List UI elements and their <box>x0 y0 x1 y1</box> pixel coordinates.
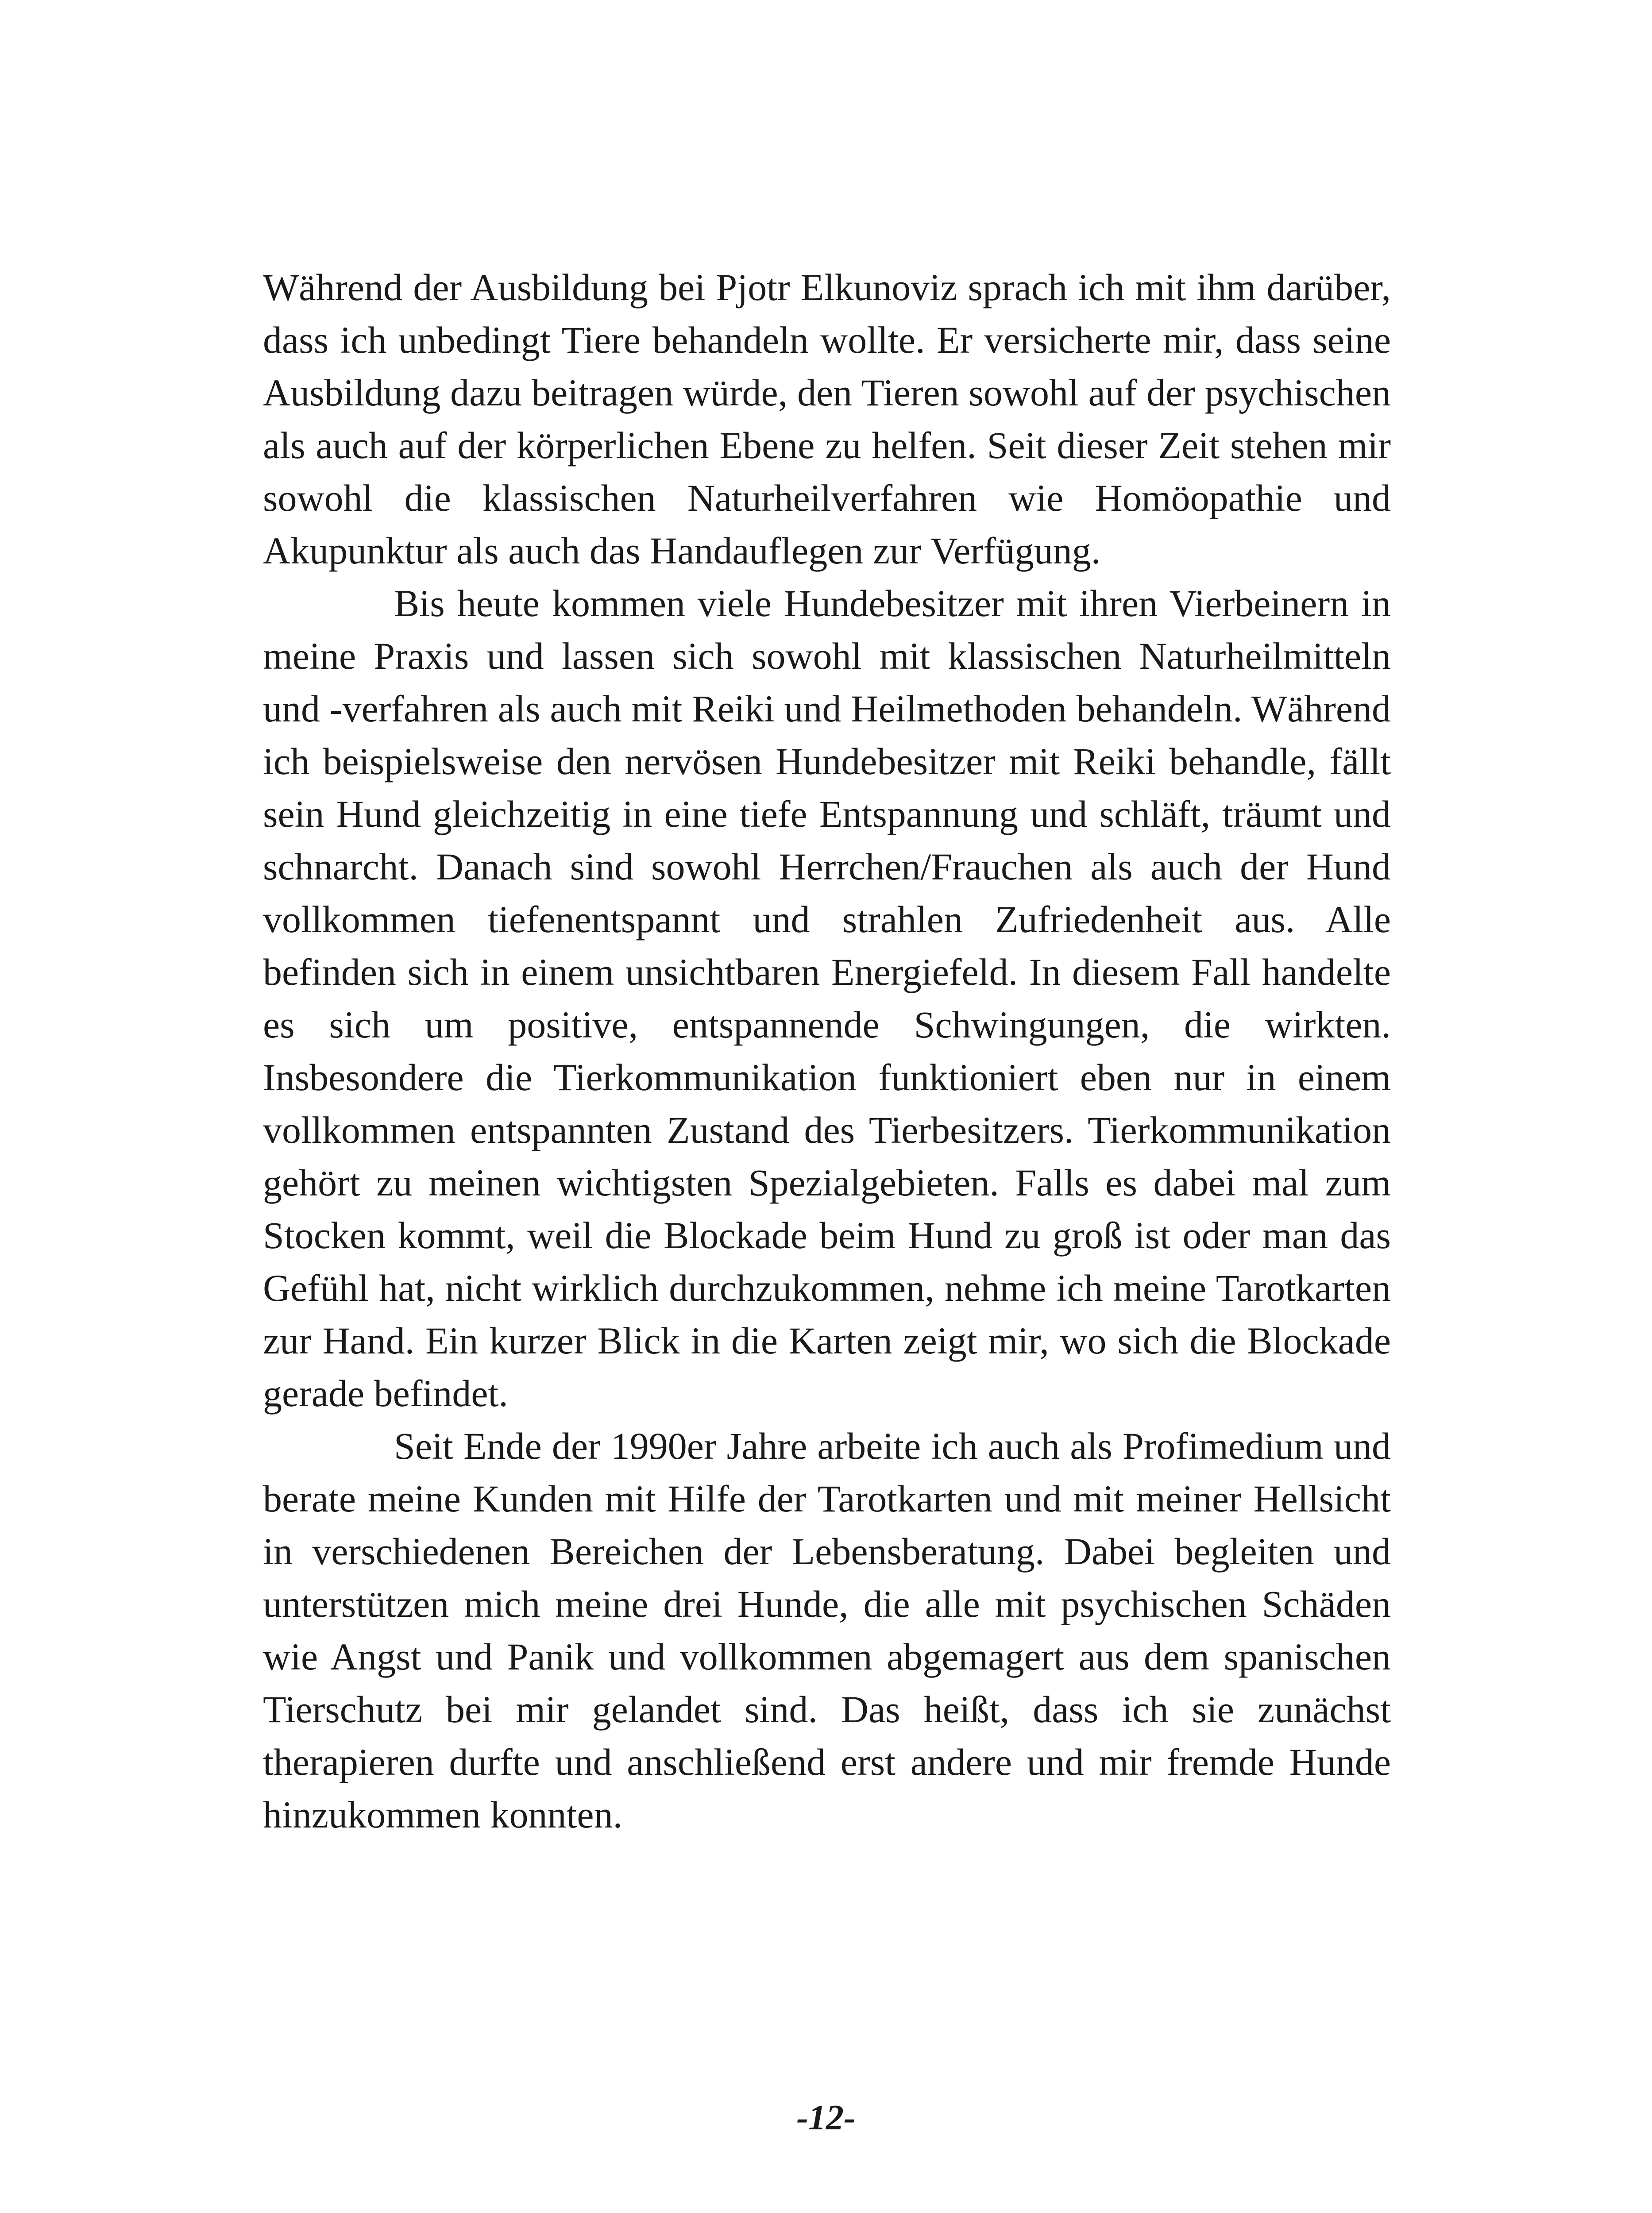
paragraph-1: Während der Ausbildung bei Pjotr Elkunoviz sprach ich mit ihm darüber, dass ich unbedingt Tiere behandeln wollte. Er versicherte mir, dass seine Ausbildung dazu beitragen würde, den Tieren sowohl auf der psychischen als auch auf der körperlichen Ebene zu helfen. Seit dieser Zeit stehen mir sowohl die klassischen Naturheilverfahren wie Homöopathie und Akupunktur als auch das Handauflegen zur Verfügung. <box>263 266 1391 572</box>
body-text <box>263 261 1391 1841</box>
paragraph-3: Seit Ende der 1990er Jahre arbeite ich auch als Profimedium und berate meine Kunden mit Hilfe der Tarotkarten und mit meiner Hellsicht in verschiedenen Bereichen der Lebensberatung. Dabei begleiten und unterstützen mich meine drei Hunde, die alle mit psychischen Schäden wie Angst und Panik und vollkommen abgemagert aus dem spanischen Tierschutz bei mir gelandet sind. Das heißt, dass ich sie zunächst therapieren durfte und anschließend erst andere und mir fremde Hunde hinzukommen konnten. <box>263 1425 1391 1836</box>
paragraph-2: Bis heute kommen viele Hundebesitzer mit ihren Vierbeinern in meine Praxis und lassen sich sowohl mit klassischen Naturheilmitteln und -verfahren als auch mit Reiki und Heilmethoden behandeln. Während ich beispielsweise den nervösen Hundebesitzer mit Reiki behandle, fällt sein Hund gleichzeitig in eine tiefe Entspannung und schläft, träumt und schnarcht. Danach sind sowohl Herrchen/Frauchen als auch der Hund vollkommen tiefenentspannt und strahlen Zufriedenheit aus. Alle befinden sich in einem unsichtbaren Energiefeld. In diesem Fall handelte es sich um positive, entspannende Schwingungen, die wirkten. Insbesondere die Tierkommunikation funktioniert eben nur in einem vollkommen entspannten Zustand des Tierbesitzers. Tierkommunikation gehört zu meinen wichtigsten Spezialgebieten. Falls es dabei mal zum Stocken kommt, weil die Blockade beim Hund zu groß ist oder man das Gefühl hat, nicht wirklich durchzukommen, nehme ich meine Tarotkarten zur Hand. Ein kurzer Blick in die Karten zeigt mir, wo sich die Blockade gerade befindet. <box>263 582 1391 1415</box>
page-number: -12- <box>796 2098 856 2137</box>
